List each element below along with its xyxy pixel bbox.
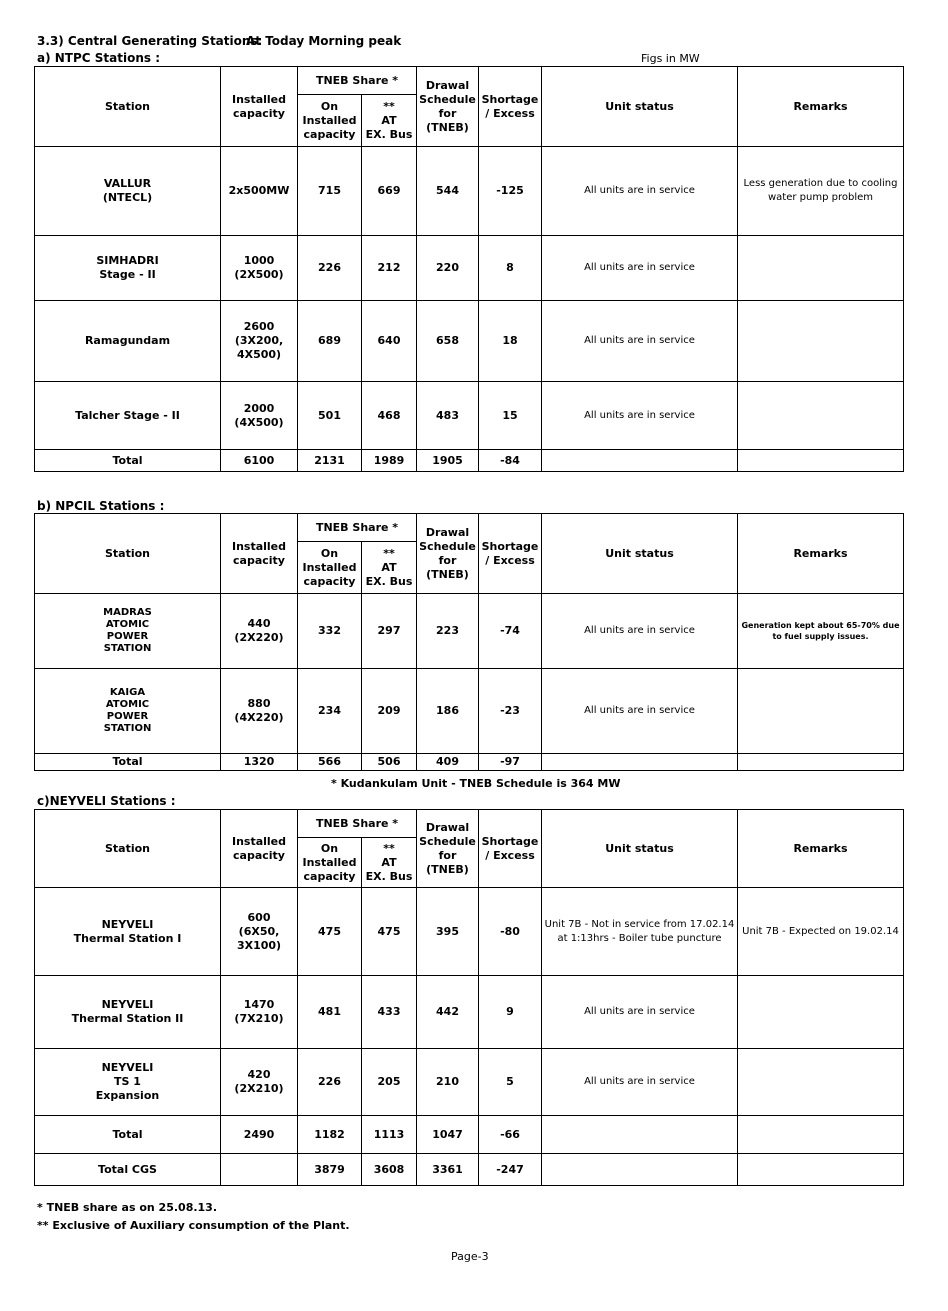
shortage-value: -125 <box>479 147 542 236</box>
header-drawal: Drawal Schedule for (TNEB) <box>417 514 479 594</box>
header-unit-status: Unit status <box>542 67 738 147</box>
table-row <box>35 976 904 1049</box>
total-label: Total <box>35 754 221 771</box>
header-station: Station <box>35 514 221 594</box>
empty-cell <box>542 1154 738 1186</box>
station-name: KAIGA ATOMIC POWER STATION <box>35 669 221 754</box>
empty-cell <box>738 754 904 771</box>
total-row <box>35 450 904 472</box>
ex-bus-value: 640 <box>362 301 417 382</box>
total-ex-bus: 1989 <box>362 450 417 472</box>
total-ex-bus: 506 <box>362 754 417 771</box>
table-row <box>35 594 904 669</box>
shortage-value: -74 <box>479 594 542 669</box>
total-cgs-label: Total CGS <box>35 1154 221 1186</box>
empty-cell <box>542 450 738 472</box>
ex-bus-value: 297 <box>362 594 417 669</box>
on-installed-value: 481 <box>298 976 362 1049</box>
total-cgs-drawal: 3361 <box>417 1154 479 1186</box>
ntpc-table <box>34 66 904 472</box>
total-drawal: 1905 <box>417 450 479 472</box>
neyveli-heading: c)NEYVELI Stations : <box>37 794 176 808</box>
ex-bus-value: 468 <box>362 382 417 450</box>
on-installed-value: 332 <box>298 594 362 669</box>
header-drawal: Drawal Schedule for (TNEB) <box>417 67 479 147</box>
total-drawal: 409 <box>417 754 479 771</box>
installed-capacity: 440 (2X220) <box>221 594 298 669</box>
total-on-installed: 2131 <box>298 450 362 472</box>
header-at-ex-bus: ** AT EX. Bus <box>362 542 417 594</box>
on-installed-value: 226 <box>298 236 362 301</box>
header-drawal: Drawal Schedule for (TNEB) <box>417 810 479 888</box>
total-installed: 1320 <box>221 754 298 771</box>
total-on-installed: 566 <box>298 754 362 771</box>
remarks <box>738 382 904 450</box>
station-name: NEYVELI Thermal Station I <box>35 888 221 976</box>
ntpc-heading: a) NTPC Stations : <box>37 51 160 65</box>
header-station: Station <box>35 67 221 147</box>
npcil-table <box>34 513 904 771</box>
total-shortage: -84 <box>479 450 542 472</box>
table-row <box>35 669 904 754</box>
total-cgs-shortage: -247 <box>479 1154 542 1186</box>
total-cgs-installed <box>221 1154 298 1186</box>
header-tneb-share: TNEB Share * <box>298 810 417 838</box>
npcil-heading: b) NPCIL Stations : <box>37 499 165 513</box>
drawal-value: 186 <box>417 669 479 754</box>
table-row <box>35 888 904 976</box>
drawal-value: 544 <box>417 147 479 236</box>
remarks: Less generation due to cooling water pump problem <box>738 147 904 236</box>
on-installed-value: 689 <box>298 301 362 382</box>
remarks: Unit 7B - Expected on 19.02.14 <box>738 888 904 976</box>
on-installed-value: 234 <box>298 669 362 754</box>
header-shortage: Shortage / Excess <box>479 514 542 594</box>
installed-capacity: 600 (6X50, 3X100) <box>221 888 298 976</box>
kudankulam-note: * Kudankulam Unit - TNEB Schedule is 364 MW <box>331 777 621 790</box>
drawal-value: 658 <box>417 301 479 382</box>
shortage-value: 8 <box>479 236 542 301</box>
ex-bus-value: 205 <box>362 1049 417 1116</box>
ex-bus-value: 475 <box>362 888 417 976</box>
remarks <box>738 669 904 754</box>
empty-cell <box>738 450 904 472</box>
total-row <box>35 754 904 771</box>
header-on-installed: On Installed capacity <box>298 542 362 594</box>
unit-status: All units are in service <box>542 147 738 236</box>
on-installed-value: 715 <box>298 147 362 236</box>
ex-bus-value: 209 <box>362 669 417 754</box>
ex-bus-value: 212 <box>362 236 417 301</box>
total-cgs-ex-bus: 3608 <box>362 1154 417 1186</box>
header-installed: Installed capacity <box>221 67 298 147</box>
unit-status: All units are in service <box>542 594 738 669</box>
unit-status: All units are in service <box>542 976 738 1049</box>
shortage-value: -80 <box>479 888 542 976</box>
station-name: SIMHADRI Stage - II <box>35 236 221 301</box>
header-at-ex-bus: ** AT EX. Bus <box>362 95 417 147</box>
total-installed: 6100 <box>221 450 298 472</box>
header-at-ex-bus: ** AT EX. Bus <box>362 838 417 888</box>
header-unit-status: Unit status <box>542 514 738 594</box>
shortage-value: 5 <box>479 1049 542 1116</box>
empty-cell <box>738 1116 904 1154</box>
installed-capacity: 1000 (2X500) <box>221 236 298 301</box>
installed-capacity: 2600 (3X200, 4X500) <box>221 301 298 382</box>
drawal-value: 210 <box>417 1049 479 1116</box>
station-name: NEYVELI Thermal Station II <box>35 976 221 1049</box>
page-number: Page-3 <box>451 1250 489 1263</box>
table-row <box>35 301 904 382</box>
header-installed: Installed capacity <box>221 810 298 888</box>
total-label: Total <box>35 450 221 472</box>
table-row <box>35 147 904 236</box>
remarks <box>738 236 904 301</box>
shortage-value: 9 <box>479 976 542 1049</box>
header-on-installed: On Installed capacity <box>298 838 362 888</box>
drawal-value: 395 <box>417 888 479 976</box>
shortage-value: 15 <box>479 382 542 450</box>
header-unit-status: Unit status <box>542 810 738 888</box>
total-cgs-on-installed: 3879 <box>298 1154 362 1186</box>
station-name: Talcher Stage - II <box>35 382 221 450</box>
shortage-value: 18 <box>479 301 542 382</box>
remarks <box>738 976 904 1049</box>
installed-capacity: 880 (4X220) <box>221 669 298 754</box>
header-tneb-share: TNEB Share * <box>298 514 417 542</box>
unit-status: All units are in service <box>542 669 738 754</box>
table-row <box>35 1049 904 1116</box>
empty-cell <box>542 1116 738 1154</box>
unit-status: All units are in service <box>542 1049 738 1116</box>
footnote-tneb-share: * TNEB share as on 25.08.13. <box>37 1201 218 1214</box>
total-installed: 2490 <box>221 1116 298 1154</box>
station-name: MADRAS ATOMIC POWER STATION <box>35 594 221 669</box>
header-installed: Installed capacity <box>221 514 298 594</box>
drawal-value: 442 <box>417 976 479 1049</box>
on-installed-value: 226 <box>298 1049 362 1116</box>
installed-capacity: 1470 (7X210) <box>221 976 298 1049</box>
remarks <box>738 301 904 382</box>
drawal-value: 483 <box>417 382 479 450</box>
footnote-auxiliary: ** Exclusive of Auxiliary consumption of the Plant. <box>37 1219 350 1232</box>
table-row <box>35 236 904 301</box>
header-shortage: Shortage / Excess <box>479 810 542 888</box>
header-shortage: Shortage / Excess <box>479 67 542 147</box>
total-ex-bus: 1113 <box>362 1116 417 1154</box>
ex-bus-value: 433 <box>362 976 417 1049</box>
drawal-value: 220 <box>417 236 479 301</box>
header-remarks: Remarks <box>738 67 904 147</box>
total-shortage: -66 <box>479 1116 542 1154</box>
empty-cell <box>542 754 738 771</box>
header-tneb-share: TNEB Share * <box>298 67 417 95</box>
installed-capacity: 2x500MW <box>221 147 298 236</box>
station-name: NEYVELI TS 1 Expansion <box>35 1049 221 1116</box>
table-row <box>35 382 904 450</box>
units-note: Figs in MW <box>641 52 700 65</box>
header-station: Station <box>35 810 221 888</box>
header-on-installed: On Installed capacity <box>298 95 362 147</box>
header-remarks: Remarks <box>738 810 904 888</box>
section-subtitle: At Today Morning peak <box>246 34 402 48</box>
on-installed-value: 501 <box>298 382 362 450</box>
station-name: VALLUR (NTECL) <box>35 147 221 236</box>
remarks <box>738 1049 904 1116</box>
shortage-value: -23 <box>479 669 542 754</box>
unit-status: All units are in service <box>542 382 738 450</box>
installed-capacity: 420 (2X210) <box>221 1049 298 1116</box>
unit-status: Unit 7B - Not in service from 17.02.14 at 1:13hrs - Boiler tube puncture <box>542 888 738 976</box>
empty-cell <box>738 1154 904 1186</box>
unit-status: All units are in service <box>542 301 738 382</box>
on-installed-value: 475 <box>298 888 362 976</box>
section-title: 3.3) Central Generating Stations: <box>37 34 263 48</box>
total-on-installed: 1182 <box>298 1116 362 1154</box>
total-drawal: 1047 <box>417 1116 479 1154</box>
remarks: Generation kept about 65-70% due to fuel supply issues. <box>738 594 904 669</box>
ex-bus-value: 669 <box>362 147 417 236</box>
station-name: Ramagundam <box>35 301 221 382</box>
total-cgs-row <box>35 1154 904 1186</box>
drawal-value: 223 <box>417 594 479 669</box>
header-remarks: Remarks <box>738 514 904 594</box>
installed-capacity: 2000 (4X500) <box>221 382 298 450</box>
total-label: Total <box>35 1116 221 1154</box>
total-row <box>35 1116 904 1154</box>
neyveli-table <box>34 809 904 1186</box>
total-shortage: -97 <box>479 754 542 771</box>
unit-status: All units are in service <box>542 236 738 301</box>
